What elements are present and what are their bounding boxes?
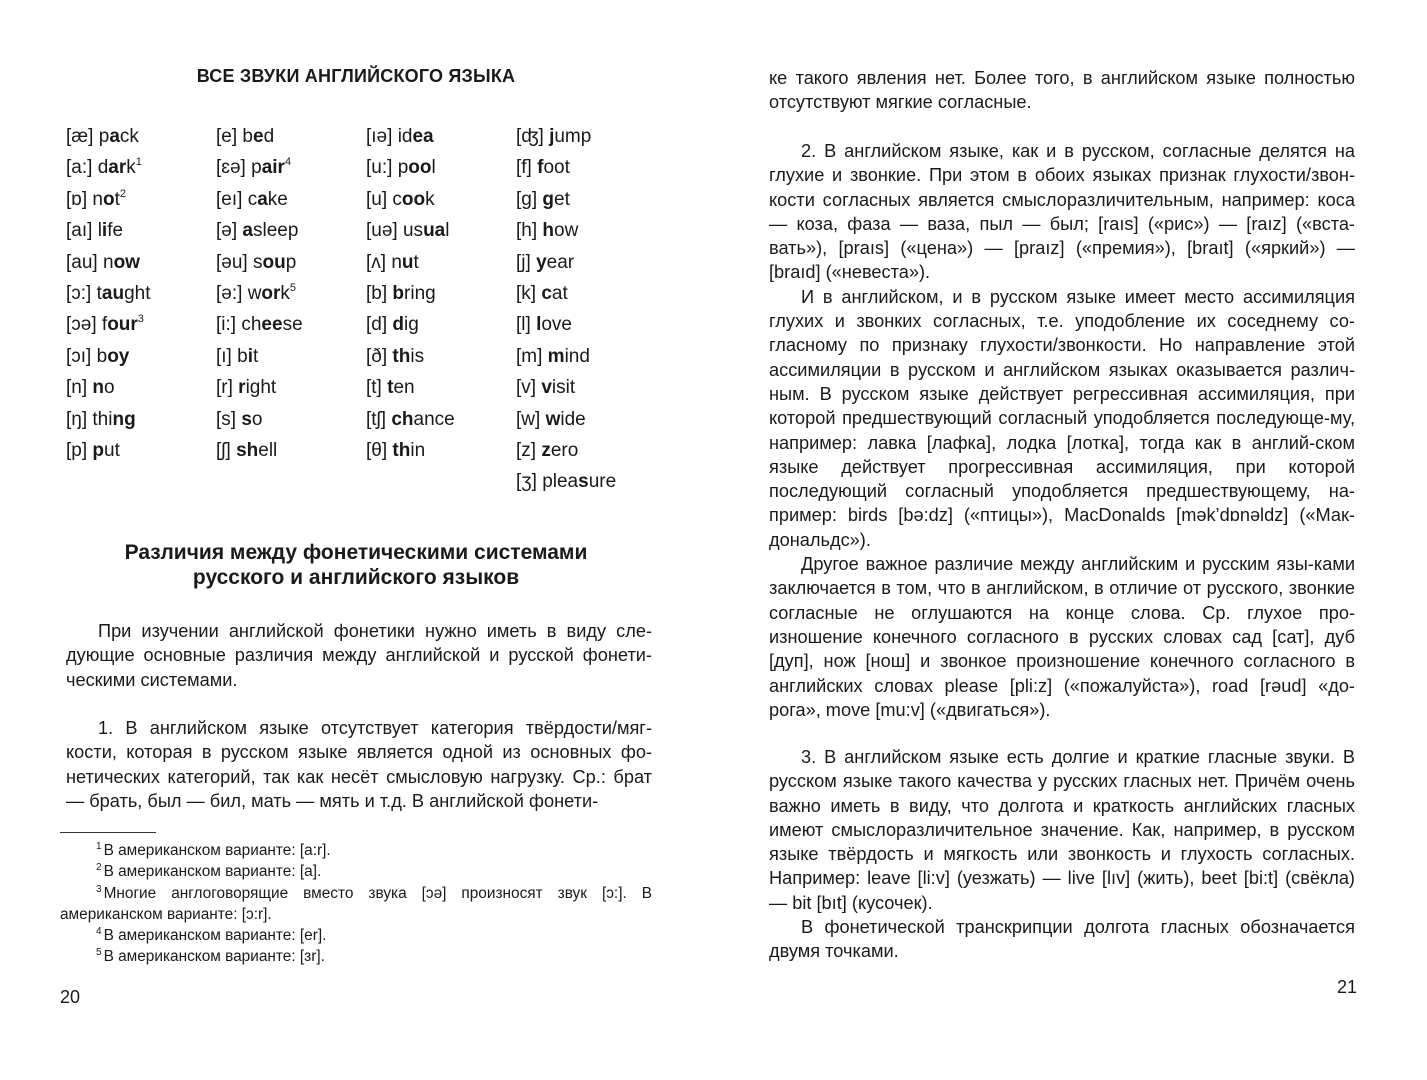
sound-example-word — [98, 157, 136, 178]
intro-paragraph: При изучении английской фонетики нужно иметь в виду сле-дующие основные различия между английской и русской фонети-ческими системами. — [66, 621, 652, 690]
word-highlight: z — [541, 439, 551, 461]
difference-1-paragraph: 1. В английском языке отсутствует категория твёрдости/мяг-кости, которая в русском языке является одной из основных фо-нетических категорий, так как несёт смысловую нагрузку. Ср.: брат — брать, был — бил, мать — мять и т.д. В английской фонети- — [66, 718, 652, 811]
sound-entry — [66, 372, 216, 403]
right-text-block-top — [769, 66, 1355, 115]
sound-entry — [216, 435, 366, 466]
sound-ipa: [θ] — [366, 439, 388, 461]
sound-ipa: [t] — [366, 377, 382, 399]
word-highlight: i — [101, 220, 108, 242]
word-highlight: n — [92, 377, 105, 399]
word-highlight: oo — [408, 157, 432, 179]
word-part: is — [410, 345, 425, 367]
footnotes — [60, 840, 652, 968]
word-part: c — [392, 188, 402, 210]
word-highlight: our — [107, 314, 138, 336]
sound-entry — [216, 121, 366, 152]
word-part: ut — [104, 439, 120, 461]
sound-entry — [366, 341, 516, 372]
word-part: p — [251, 157, 262, 179]
sound-example-word — [237, 346, 258, 367]
footnote-ref: 2 — [119, 187, 126, 200]
sound-example-word — [391, 252, 418, 273]
word-part: ring — [404, 282, 436, 304]
sound-example-word — [248, 189, 288, 210]
page-number-right: 21 — [1336, 977, 1357, 997]
word-part: l — [431, 157, 436, 179]
word-part: thi — [92, 408, 113, 430]
sound-ipa: [d] — [366, 314, 388, 336]
word-highlight: i — [247, 345, 253, 367]
word-part: ance — [413, 408, 455, 430]
sound-entry — [516, 435, 666, 466]
sound-example-word — [236, 440, 277, 461]
sound-example-word — [549, 126, 591, 147]
sound-entry — [516, 372, 666, 403]
sound-ipa: [j] — [516, 251, 531, 273]
sound-example-word — [541, 440, 578, 461]
sound-ipa: [a:] — [66, 157, 93, 179]
sound-example-word — [542, 471, 616, 492]
word-part: ide — [560, 408, 586, 430]
word-part: at — [551, 282, 568, 304]
sound-example-word — [392, 189, 434, 210]
footnote-number: 5 — [96, 947, 102, 959]
word-part: ig — [404, 314, 419, 336]
word-part: w — [247, 282, 262, 304]
word-part: o — [251, 408, 263, 430]
sound-entry — [366, 309, 516, 340]
word-part: t — [252, 345, 259, 367]
sound-entry — [366, 247, 516, 278]
sound-ipa: [s] — [216, 408, 237, 430]
footnote-number: 3 — [96, 883, 102, 895]
word-highlight: c — [541, 282, 552, 304]
sound-ipa: [k] — [516, 282, 537, 304]
left-page — [0, 0, 713, 1080]
word-highlight: sh — [236, 439, 259, 461]
assimilation-paragraph: И в английском, и в русском языке имеет место ассимиляция глухих и звонких согласных, т.е. уподобление их соседнему со-гласному по признаку глухости/звонкости. Но направление этой ассимиляции в русском и английском языках оказывается различ-ным. В русском языке действует регрессивная ассимиляция, при которой предшествующий согласный уподобляется последующе-му, например: лавка [лафка], лодка [лотка], тогда как в англий-ском языке действует прогрессивная ассимиляция, при которой последующий согласный уподобляется предшествующему, на-пример: birds [bə:dz] («птицы»), MacDonalds [mək’dɒnəldz] («Мак-дональдс»). — [769, 286, 1355, 550]
footnote — [60, 925, 652, 946]
word-part: ump — [554, 126, 592, 147]
sound-ipa: [ə:] — [216, 282, 243, 304]
word-part: n — [102, 251, 114, 273]
footnote-divider — [60, 832, 156, 833]
sound-example-word — [398, 126, 434, 147]
word-part: plea — [542, 471, 579, 493]
sound-ipa: [eı] — [216, 188, 243, 210]
sound-entry — [66, 247, 216, 278]
footnote-number: 2 — [96, 862, 102, 874]
sound-ipa: [g] — [516, 188, 538, 210]
sound-entry — [216, 278, 366, 309]
sound-entry — [66, 215, 216, 246]
sound-example-word — [248, 283, 290, 304]
word-highlight: ee — [261, 314, 283, 336]
word-part: n — [92, 188, 103, 210]
sound-ipa: [ʌ] — [366, 251, 387, 273]
word-highlight: p — [92, 439, 105, 461]
word-part: isit — [551, 377, 576, 399]
sound-ipa: [ə] — [216, 220, 238, 242]
word-highlight: g — [542, 188, 555, 210]
sound-entry — [516, 247, 666, 278]
sound-example-word — [98, 220, 123, 241]
word-highlight: j — [549, 126, 555, 147]
word-part: oot — [543, 157, 570, 179]
word-highlight: e — [252, 126, 264, 147]
sound-entry — [516, 184, 666, 215]
word-part: ke — [267, 188, 288, 210]
sound-ipa: [b] — [366, 282, 388, 304]
word-part: k — [425, 188, 435, 210]
word-highlight: a — [109, 126, 120, 147]
sound-ipa: [h] — [516, 220, 538, 242]
sound-entry — [66, 152, 216, 183]
word-highlight: s — [241, 408, 252, 430]
word-part: en — [393, 377, 415, 399]
word-part: p — [285, 251, 297, 273]
sound-entry — [516, 215, 666, 246]
word-part: b — [237, 345, 248, 367]
section-title-line-2: русского и английского языков — [192, 566, 520, 589]
word-part: t — [114, 188, 120, 210]
continuation-paragraph: ке такого явления нет. Более того, в английском языке полностью отсутствуют мягкие согласные. — [769, 68, 1355, 113]
sound-ipa: [z] — [516, 439, 537, 461]
word-highlight: u — [401, 251, 414, 273]
sound-entry — [516, 341, 666, 372]
sound-ipa: [ɔı] — [66, 345, 92, 367]
sound-entry — [66, 121, 216, 152]
sound-entry — [66, 341, 216, 372]
sound-entry — [516, 404, 666, 435]
sound-example-word — [392, 283, 435, 304]
sounds-title: ВСЕ ЗВУКИ АНГЛИЙСКОГО ЯЗЫКА — [196, 66, 516, 86]
word-part: p — [98, 126, 110, 147]
word-highlight: ea — [412, 126, 434, 147]
sound-example-word — [97, 346, 130, 367]
word-part: id — [397, 126, 413, 147]
word-highlight: r — [238, 377, 246, 399]
sound-entry — [216, 247, 366, 278]
sound-example-word — [387, 377, 414, 398]
right-page — [713, 0, 1427, 1080]
sound-ipa: [ð] — [366, 345, 388, 367]
word-part: ear — [546, 251, 575, 273]
word-highlight: l — [536, 314, 542, 336]
word-part: b — [96, 345, 108, 367]
word-highlight: t — [387, 377, 394, 399]
sound-entry — [216, 309, 366, 340]
word-highlight: d — [392, 314, 405, 336]
footnote-text: В американском варианте: [a]. — [103, 863, 322, 881]
word-part: f — [101, 314, 108, 336]
sound-example-word — [548, 346, 590, 367]
word-part: ero — [550, 439, 579, 461]
sound-example-word — [537, 157, 570, 178]
sound-ipa: [au] — [66, 251, 98, 273]
sound-entry — [66, 404, 216, 435]
sound-example-word — [541, 283, 567, 304]
word-part: l — [445, 220, 450, 242]
sound-example-word — [99, 126, 139, 147]
sound-entry — [516, 152, 666, 183]
footnote-text: В американском варианте: [a:r]. — [103, 842, 331, 859]
sound-entry — [216, 372, 366, 403]
word-part: n — [391, 251, 402, 273]
sound-ipa: [uə] — [366, 220, 398, 242]
word-part: et — [554, 188, 570, 210]
footnote-text: В американском варианте: [ɜr]. — [103, 948, 325, 966]
sound-entry-empty — [66, 466, 216, 497]
sound-entry — [516, 309, 666, 340]
sound-entry — [66, 309, 216, 340]
word-part: us — [402, 220, 424, 242]
sound-ipa: [æ] — [66, 126, 94, 147]
sound-example-word — [392, 346, 424, 367]
sound-example-word — [241, 314, 302, 335]
sound-ipa: [l] — [516, 314, 531, 336]
word-highlight: th — [392, 439, 411, 461]
word-part: b — [242, 126, 253, 147]
footnote — [60, 883, 652, 926]
word-highlight: b — [392, 282, 405, 304]
sound-example-word — [242, 126, 274, 147]
word-part: p — [397, 157, 409, 179]
sound-ipa: [tʃ] — [366, 408, 387, 430]
sound-ipa: [u:] — [366, 157, 393, 179]
sound-ipa: [i:] — [216, 314, 237, 336]
sound-entry — [516, 466, 666, 497]
word-part: c — [247, 188, 258, 210]
sound-ipa: [ɛə] — [216, 157, 246, 179]
word-highlight: ar — [108, 157, 127, 179]
sound-example-word — [546, 409, 586, 430]
word-highlight: h — [542, 220, 555, 242]
sound-example-word — [251, 157, 285, 178]
sound-example-word — [542, 189, 569, 210]
sound-example-word — [241, 409, 262, 430]
word-highlight: air — [261, 157, 285, 179]
word-highlight: w — [545, 408, 561, 430]
sound-entry — [366, 184, 516, 215]
sound-example-word — [536, 314, 572, 335]
sound-entry — [216, 341, 366, 372]
sound-example-word — [92, 189, 119, 210]
word-part: d — [263, 126, 275, 147]
word-highlight: s — [578, 471, 589, 493]
word-highlight: ch — [391, 408, 414, 430]
sounds-table — [66, 121, 666, 498]
length-mark-paragraph: В фонетической транскрипции долгота гласных обозначается двумя точками. — [769, 917, 1355, 962]
word-highlight: v — [541, 377, 552, 399]
word-part: ove — [541, 314, 572, 336]
footnote — [60, 861, 652, 882]
sound-example-word — [97, 283, 151, 304]
sound-example-word — [392, 314, 418, 335]
footnote-ref: 3 — [137, 313, 144, 326]
footnote-ref: 4 — [284, 156, 292, 169]
sound-example-word — [103, 252, 140, 273]
sound-ipa: [v] — [516, 377, 537, 399]
footnote-text: В американском варианте: [er]. — [103, 927, 327, 945]
sound-ipa: [e] — [216, 126, 238, 147]
word-part: o — [104, 377, 115, 399]
sound-example-word — [102, 314, 138, 335]
word-part: t — [96, 282, 102, 304]
sound-entry — [366, 215, 516, 246]
word-part: se — [282, 314, 303, 336]
word-highlight: m — [547, 345, 565, 367]
word-part: fe — [107, 220, 124, 242]
footnote-number: 1 — [96, 841, 102, 852]
difference-2-paragraph: 2. В английском языке, как и в русском, согласные делятся на глухие и звонкие. При этом в обоих языках признак глухости/звон-кости согласных является смыслоразличительным, например: коса — коза, фаза — ваза, пыл — был; [raıs] («рис») — [raız] («вста-вать»), [praıs] («цена») — [praız] («премия»), [braıt] («яркий») — [braıd] («невеста»). — [769, 141, 1355, 283]
word-highlight: or — [261, 282, 281, 304]
word-part: t — [413, 251, 419, 273]
word-part: sleep — [252, 220, 299, 242]
word-highlight: th — [392, 345, 411, 367]
sound-example-word — [92, 440, 119, 461]
sound-example-word — [541, 377, 575, 398]
sound-entry — [516, 278, 666, 309]
sound-ipa: [p] — [66, 439, 88, 461]
sound-ipa: [ʃ] — [216, 439, 231, 461]
page-number-left: 20 — [60, 987, 81, 1007]
sound-ipa: [ı] — [216, 345, 232, 367]
sound-ipa: [f] — [516, 157, 532, 179]
word-highlight: a — [242, 220, 253, 242]
sound-entry — [366, 278, 516, 309]
footnote-ref: 1 — [135, 156, 142, 169]
sound-example-word — [392, 440, 425, 461]
sound-entry — [366, 372, 516, 403]
word-highlight: ng — [112, 408, 136, 430]
footnote-text: Многие англоговорящие вместо звука [ɔə] произносят звук [ɔ:]. В американском варианте: [ɔ:r]. — [60, 884, 652, 923]
sound-example-word — [242, 220, 298, 241]
sound-entry — [516, 121, 666, 152]
footnote — [60, 840, 652, 861]
word-part: ure — [588, 471, 617, 493]
footnote-number: 4 — [96, 926, 102, 938]
right-text-block-bottom — [769, 745, 1355, 964]
word-part: s — [252, 251, 263, 273]
section-title-line-1: Различия между фонетическими системами — [124, 541, 588, 564]
sound-ipa: [ɔ:] — [66, 282, 92, 304]
word-highlight: ua — [423, 220, 446, 242]
word-part: ell — [258, 439, 278, 461]
word-highlight: o — [102, 188, 115, 210]
sound-entry — [216, 404, 366, 435]
sound-ipa: [ʤ] — [516, 126, 544, 147]
sound-ipa: [ɔə] — [66, 314, 97, 336]
sound-example-word — [253, 252, 296, 273]
sound-entry — [66, 435, 216, 466]
sound-ipa: [w] — [516, 408, 541, 430]
footnote-ref: 5 — [289, 281, 297, 294]
word-part: ght — [124, 282, 151, 304]
sound-entry — [66, 278, 216, 309]
sound-entry — [366, 404, 516, 435]
sound-entry-empty — [366, 466, 516, 497]
right-text-block-middle — [769, 139, 1355, 722]
word-part: l — [97, 220, 102, 242]
sound-ipa: [r] — [216, 377, 233, 399]
word-part: k — [126, 157, 136, 179]
word-part: in — [410, 439, 426, 461]
sound-example-word — [92, 377, 114, 398]
sound-ipa: [əu] — [216, 251, 248, 273]
sound-example-word — [238, 377, 276, 398]
sound-entry-empty — [216, 466, 366, 497]
sound-example-word — [536, 252, 574, 273]
sound-entry — [66, 184, 216, 215]
sound-ipa: [ıə] — [366, 126, 393, 147]
sound-example-word — [398, 157, 436, 178]
section-title — [66, 540, 646, 590]
sound-example-word — [92, 409, 135, 430]
word-part: ind — [564, 345, 590, 367]
difference-3-paragraph: 3. В английском языке есть долгие и краткие гласные звуки. В русском языке такого качества у русских гласных нет. Причём очень важно иметь в виду, что долгота и краткость английских гласных имеют смыслоразличительное значение. Как, например, в русском языке твёрдость и мягкость или звонкость и глухость согласных. Например: leave [li:v] (уезжать) — live [lıv] (жить), beet [bi:t] (свёкла) — bit [bıt] (кусочек). — [769, 747, 1355, 913]
sound-entry — [216, 215, 366, 246]
sound-entry — [366, 152, 516, 183]
sound-ipa: [aı] — [66, 220, 93, 242]
word-part: ck — [119, 126, 139, 147]
word-part: ight — [245, 377, 277, 399]
word-part: ow — [554, 220, 579, 242]
sound-ipa: [m] — [516, 345, 543, 367]
sound-ipa: [ʒ] — [516, 471, 537, 493]
sound-ipa: [ɒ] — [66, 188, 88, 210]
sound-entry — [366, 121, 516, 152]
word-highlight: ow — [113, 251, 140, 273]
sound-entry — [216, 184, 366, 215]
word-highlight: f — [537, 157, 544, 179]
word-part: ch — [241, 314, 262, 336]
sound-ipa: [ŋ] — [66, 408, 88, 430]
sound-entry — [216, 152, 366, 183]
word-highlight: y — [536, 251, 547, 273]
word-part: k — [280, 282, 290, 304]
sound-entry — [366, 435, 516, 466]
sound-ipa: [n] — [66, 377, 88, 399]
word-highlight: ou — [262, 251, 286, 273]
word-highlight: au — [101, 282, 125, 304]
word-highlight: oo — [401, 188, 426, 210]
sound-example-word — [403, 220, 450, 241]
footnote — [60, 946, 652, 967]
sound-example-word — [542, 220, 578, 241]
word-highlight: a — [257, 188, 268, 210]
sound-example-word — [391, 409, 454, 430]
sound-ipa: [u] — [366, 188, 388, 210]
devoicing-paragraph: Другое важное различие между английским и русским язы-ками заключается в том, что в английском, в отличие от русского, звонкие согласные не оглушаются на конце слова. Ср. глухое про-изношение конечного согласного в русских словах сад [сат], дуб [дуп], нож [нош] и звонкое произношение конечного согласного в английских словах please [pli:z] («пожалуйста»), road [rəud] «до-рога», move [mu:v] («двигаться»). — [769, 554, 1355, 720]
word-part: d — [97, 157, 109, 179]
word-highlight: oy — [107, 345, 130, 367]
